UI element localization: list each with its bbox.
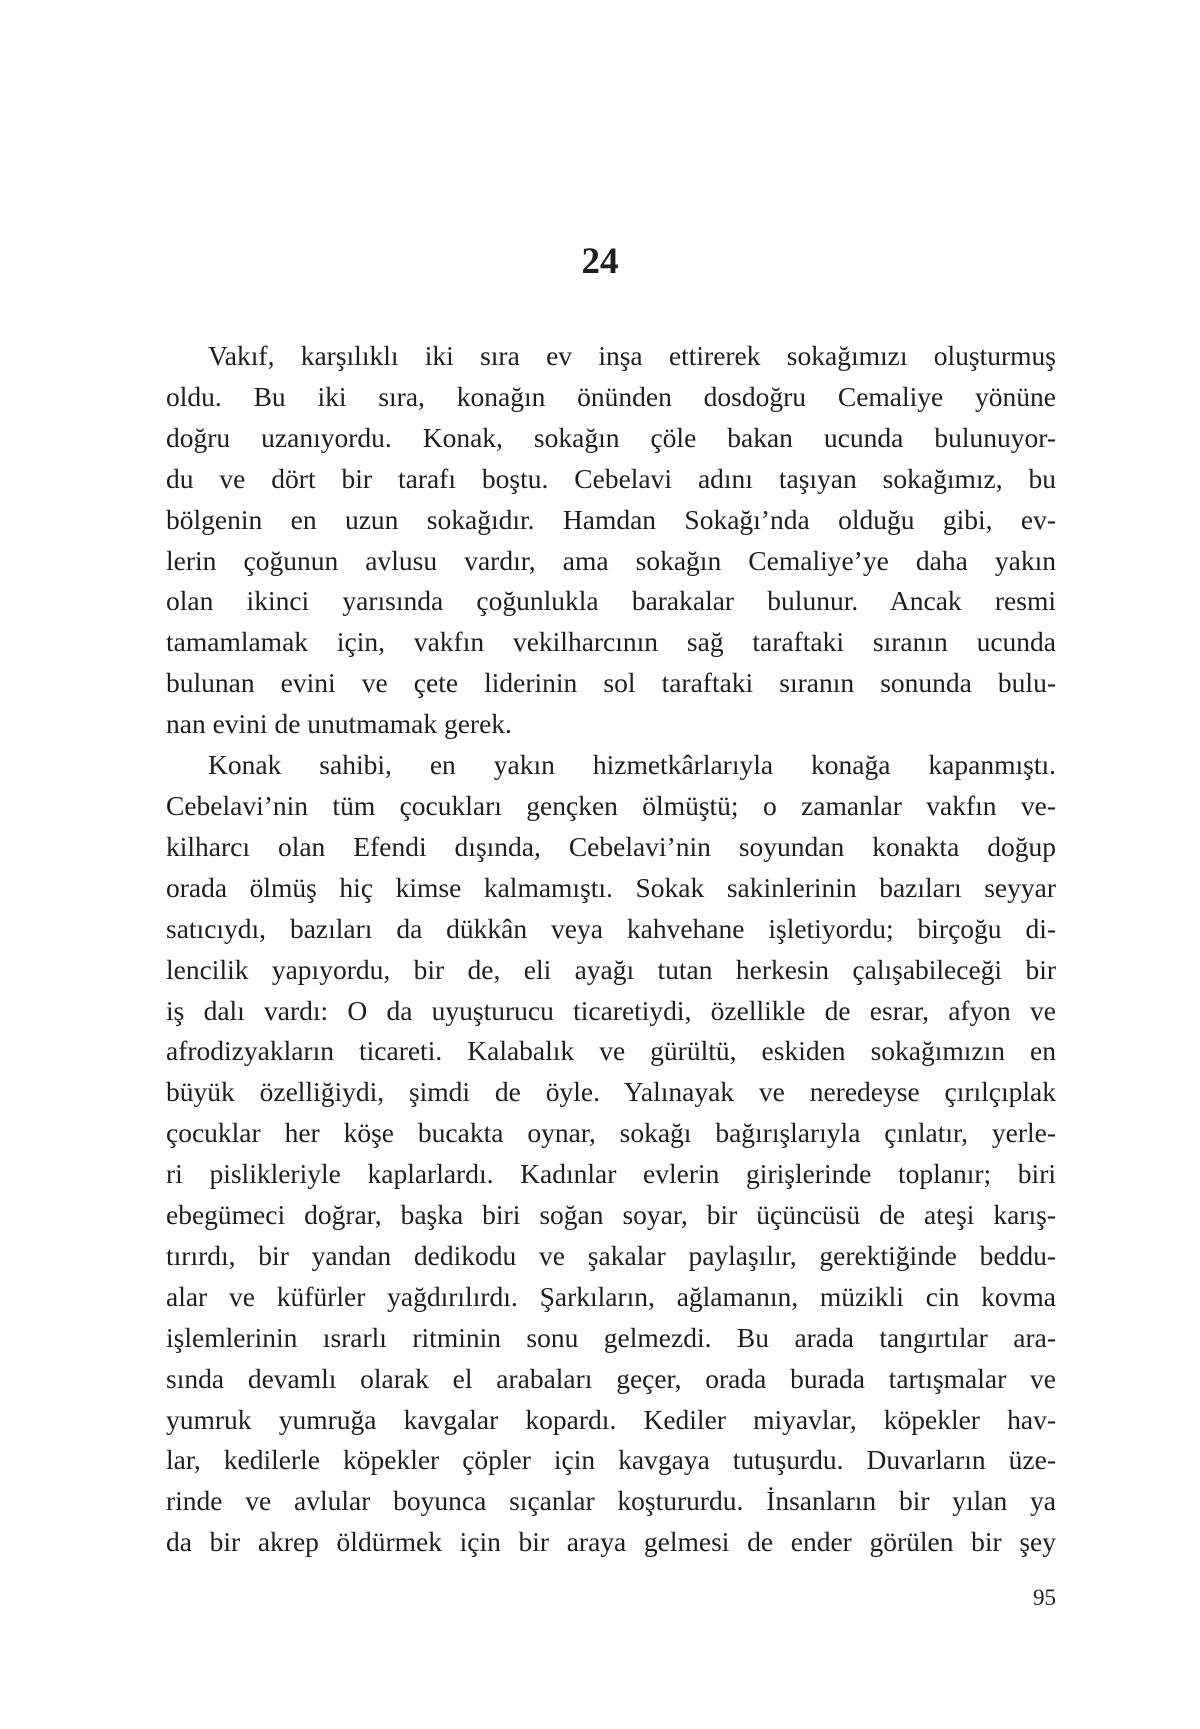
text-line: rinde ve avlular boyunca sıçanlar koştururdu. İnsanların bir yılan ya bbox=[166, 1485, 1056, 1517]
text-line: Vakıf, karşılıklı iki sıra ev inşa ettirerek sokağımızı oluşturmuş bbox=[208, 340, 1056, 371]
text-line: kilharcı olan Efendi dışında, Cebelavi’nin soyundan konakta doğup bbox=[166, 830, 1056, 862]
text-line: lerin çoğunun avlusu vardır, ama sokağın Cemaliye’ye daha yakın bbox=[166, 544, 1056, 576]
text-line: Konak sahibi, en yakın hizmetkârlarıyla konağa kapanmıştı. bbox=[208, 749, 1056, 781]
text-line: oldu. Bu iki sıra, konağın önünden dosdoğru Cemaliye yönüne bbox=[166, 380, 1056, 412]
text-line: doğru uzanıyordu. Konak, sokağın çöle bakan ucunda bulunuyor- bbox=[166, 421, 1056, 453]
text-line: olan ikinci yarısında çoğunlukla barakalar bulunur. Ancak resmi bbox=[166, 585, 1056, 617]
page-number: 95 bbox=[1033, 1585, 1056, 1610]
text-line: bulunan evini ve çete liderinin sol taraftaki sıranın sonunda bulu- bbox=[166, 667, 1056, 699]
text-line: sında devamlı olarak el arabaları geçer, orada burada tartışmalar ve bbox=[166, 1362, 1056, 1394]
text-line: afrodizyakların ticareti. Kalabalık ve gürültü, eskiden sokağımızın en bbox=[166, 1035, 1056, 1067]
text-line: satıcıydı, bazıları da dükkân veya kahvehane işletiyordu; birçoğu di- bbox=[166, 912, 1056, 944]
text-line: orada ölmüş hiç kimse kalmamıştı. Sokak sakinlerinin bazıları seyyar bbox=[166, 871, 1056, 903]
paragraph-2 bbox=[166, 745, 1056, 1563]
text-line: nan evini de unutmamak gerek. bbox=[166, 708, 512, 740]
text-line: du ve dört bir tarafı boştu. Cebelavi adını taşıyan sokağımız, bu bbox=[166, 462, 1056, 494]
text-line: alar ve küfürler yağdırılırdı. Şarkıların, ağlamanın, müzikli cin kovma bbox=[166, 1280, 1056, 1312]
text-line: iş dalı vardı: O da uyuşturucu ticaretiydi, özellikle de esrar, afyon ve bbox=[166, 994, 1056, 1026]
text-line: bölgenin en uzun sokağıdır. Hamdan Sokağı’nda olduğu gibi, ev- bbox=[166, 503, 1056, 535]
text-line: tamamlamak için, vakfın vekilharcının sağ taraftaki sıranın ucunda bbox=[166, 626, 1056, 658]
text-line: da bir akrep öldürmek için bir araya gelmesi de ender görülen bir şey bbox=[166, 1526, 1056, 1558]
paragraph-1 bbox=[166, 336, 1056, 745]
text-line: yumruk yumruğa kavgalar kopardı. Kediler miyavlar, köpekler hav- bbox=[166, 1403, 1056, 1435]
chapter-number: 24 bbox=[581, 241, 619, 282]
text-line: büyük özelliğiydi, şimdi de öyle. Yalınayak ve neredeyse çırılçıplak bbox=[166, 1076, 1056, 1108]
text-line: lar, kedilerle köpekler çöpler için kavgaya tutuşurdu. Duvarların üze- bbox=[166, 1444, 1056, 1476]
text-line: ebegümeci doğrar, başka biri soğan soyar, bir üçüncüsü de ateşi karış- bbox=[166, 1199, 1056, 1231]
text-line: ri pislikleriyle kaplarlardı. Kadınlar evlerin girişlerinde toplanır; biri bbox=[166, 1158, 1056, 1190]
body-text bbox=[166, 336, 1056, 1563]
text-line: tırırdı, bir yandan dedikodu ve şakalar paylaşılır, gerektiğinde beddu- bbox=[166, 1239, 1056, 1271]
text-line: çocuklar her köşe bucakta oynar, sokağı bağırışlarıyla çınlatır, yerle- bbox=[166, 1117, 1056, 1149]
text-line: işlemlerinin ısrarlı ritminin sonu gelmezdi. Bu arada tangırtılar ara- bbox=[166, 1321, 1056, 1353]
text-line: Cebelavi’nin tüm çocukları gençken ölmüştü; o zamanlar vakfın ve- bbox=[166, 789, 1056, 821]
text-line: lencilik yapıyordu, bir de, eli ayağı tutan herkesin çalışabileceği bir bbox=[166, 953, 1056, 985]
